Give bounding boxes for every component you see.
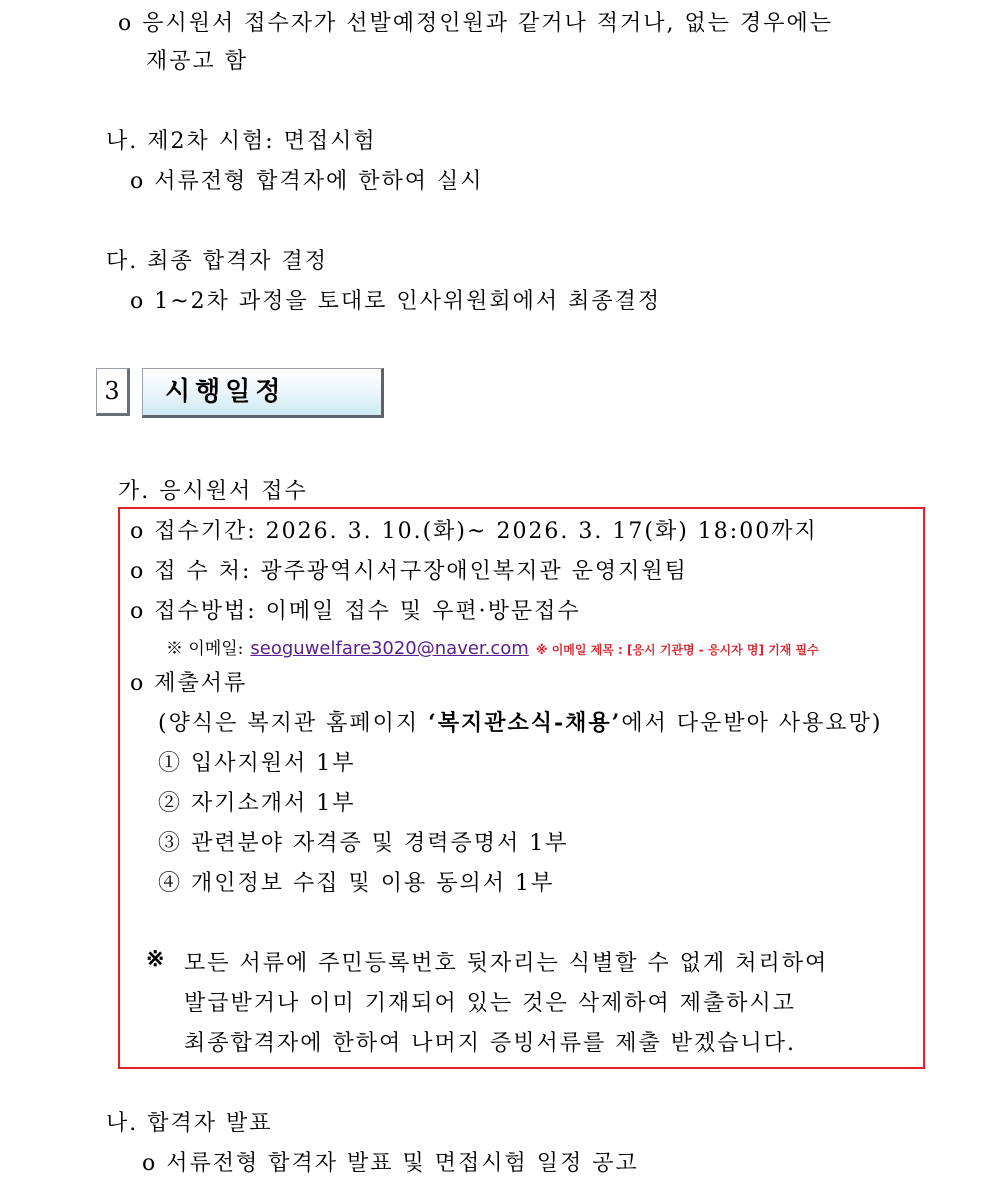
- application-method: o 접수방법: 이메일 접수 및 우편·방문접수: [130, 599, 581, 624]
- section-number-box: 3: [96, 368, 130, 416]
- form-note-post: 에서 다운받아 사용요망): [621, 711, 883, 736]
- notice-line-1: 모든 서류에 주민등록번호 뒷자리는 식별할 수 없게 처리하여: [184, 951, 829, 976]
- heading-application: 가. 응시원서 접수: [118, 479, 308, 504]
- heading-second-exam: 나. 제2차 시험: 면접시험: [106, 129, 377, 154]
- email-subject-note: ※ 이메일 제목 : [응시 기관명 - 응시자 명] 기재 필수: [535, 643, 819, 657]
- section-title-box: 시행일정: [142, 368, 384, 418]
- document-item: ② 자기소개서 1부: [158, 791, 356, 816]
- email-row: [166, 634, 819, 660]
- form-note-menu: ‘복지관소식-채용’: [428, 710, 622, 736]
- notice-mark: ※: [146, 946, 165, 972]
- item-second-exam: o 서류전형 합격자에 한하여 실시: [130, 169, 484, 194]
- notice-line-2: 발급받거나 이미 기재되어 있는 것은 삭제하여 제출하시고: [184, 991, 797, 1016]
- paragraph-reannounce-line1: o 응시원서 접수자가 선발예정인원과 같거나 적거나, 없는 경우에는: [118, 11, 833, 36]
- form-note-pre: (양식은 복지관 홈페이지: [158, 711, 429, 736]
- application-period: o 접수기간: 2026. 3. 10.(화)~ 2026. 3. 17(화) 18:00까지: [130, 519, 818, 544]
- document-item: ④ 개인정보 수집 및 이용 동의서 1부: [158, 871, 555, 896]
- paragraph-reannounce-line2: 재공고 함: [146, 49, 249, 74]
- documents-heading: o 제출서류: [130, 671, 248, 696]
- notice-line-3: 최종합격자에 한하여 나머지 증빙서류를 제출 받겠습니다.: [184, 1031, 797, 1056]
- documents-form-note: [158, 706, 882, 737]
- heading-announcement: 나. 합격자 발표: [106, 1111, 273, 1136]
- item-final-decision: o 1~2차 과정을 토대로 인사위원회에서 최종결정: [130, 289, 662, 314]
- email-prefix: ※ 이메일:: [166, 639, 244, 659]
- email-link[interactable]: seoguwelfare3020@naver.com: [250, 638, 529, 659]
- document-item: ① 입사지원서 1부: [158, 751, 356, 776]
- item-announcement: o 서류전형 합격자 발표 및 면접시험 일정 공고: [142, 1151, 639, 1176]
- heading-final-decision: 다. 최종 합격자 결정: [106, 249, 328, 274]
- application-place: o 접 수 처: 광주광역시서구장애인복지관 운영지원팀: [130, 559, 688, 584]
- document-item: ③ 관련분야 자격증 및 경력증명서 1부: [158, 831, 569, 856]
